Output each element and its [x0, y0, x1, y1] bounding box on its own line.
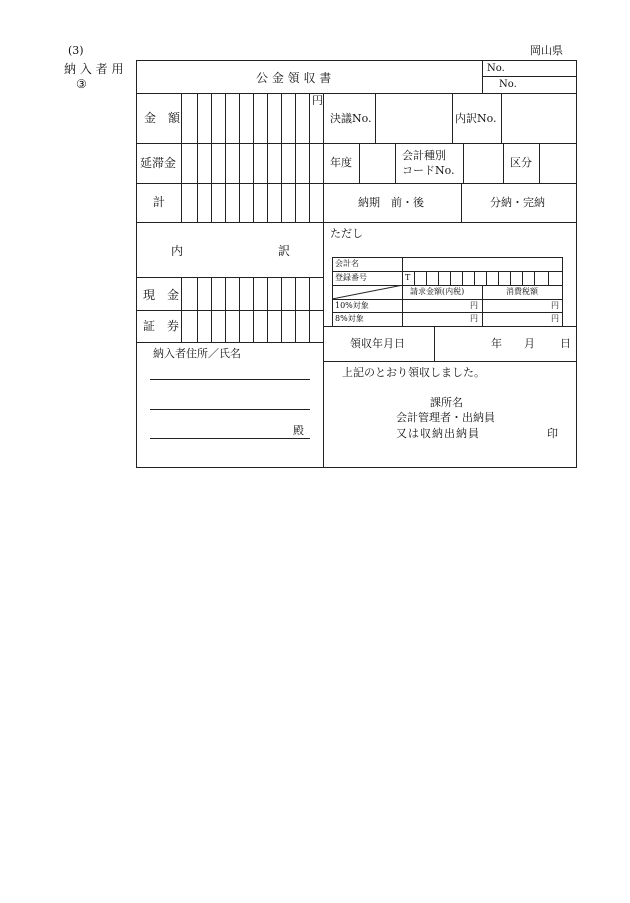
- copy-label: 納 入 者 用: [64, 62, 124, 76]
- total-label: 計: [153, 195, 166, 209]
- yen-unit: 円: [312, 94, 323, 107]
- account-type-label: 会計種別: [402, 149, 446, 162]
- category-label: 区分: [510, 156, 532, 169]
- rate-10-tax-yen: 円: [551, 301, 559, 310]
- form-title: 公 金 領 収 書: [256, 71, 332, 85]
- payer-honorific: 殿: [293, 424, 304, 437]
- rate-10-amount-yen: 円: [470, 301, 478, 310]
- securities-label: 証 券: [143, 319, 180, 333]
- no-label-1: No.: [487, 63, 505, 74]
- breakdown-label-wake: 訳: [278, 244, 291, 258]
- receipt-year-unit: 年: [491, 337, 502, 350]
- late-fee-label: 延滞金: [140, 156, 177, 170]
- receipt-date-label: 領収年月日: [350, 337, 405, 350]
- copy-mark: ③: [76, 77, 87, 91]
- consumption-tax-header: 消費税額: [506, 287, 538, 296]
- prefecture-name: 岡山県: [530, 44, 563, 57]
- due-period-label: 納期 前・後: [358, 196, 424, 209]
- amount-label: 金 額: [144, 111, 181, 125]
- rate-8-tax-yen: 円: [551, 314, 559, 323]
- rate-10-label: 10%対象: [335, 301, 369, 310]
- officer-line-1: 会計管理者・出納員: [396, 411, 495, 424]
- breakdown-no-label: 内訳No.: [455, 112, 497, 125]
- breakdown-label-uchi: 内: [171, 244, 184, 258]
- billed-amount-header: 請求金額(内税): [410, 287, 465, 296]
- receipt-month-unit: 月: [524, 337, 535, 350]
- receipt-day-unit: 日: [560, 337, 571, 350]
- installment-label: 分納・完納: [490, 196, 545, 209]
- no-label-2: No.: [499, 79, 517, 90]
- rate-8-label: 8%対象: [335, 314, 364, 323]
- registration-no-label: 登録番号: [335, 273, 367, 282]
- seal-mark: 印: [547, 427, 558, 440]
- department-label: 課所名: [430, 396, 463, 409]
- cash-label: 現 金: [143, 288, 180, 302]
- account-name-label: 会計名: [335, 259, 359, 268]
- resolution-no-label: 決議No.: [330, 112, 372, 125]
- payer-label: 納入者住所／氏名: [153, 347, 241, 360]
- diagonal-line: [332, 285, 403, 299]
- rate-8-amount-yen: 円: [470, 314, 478, 323]
- proviso-label: ただし: [330, 227, 363, 240]
- officer-line-2: 又は収納出納員: [396, 427, 480, 440]
- code-no-label: コードNo.: [402, 164, 455, 177]
- fiscal-year-label: 年度: [330, 156, 352, 169]
- registration-t-prefix: T: [405, 273, 411, 282]
- copy-number: (3): [68, 44, 84, 57]
- confirmation-text: 上記のとおり領収しました。: [342, 366, 485, 379]
